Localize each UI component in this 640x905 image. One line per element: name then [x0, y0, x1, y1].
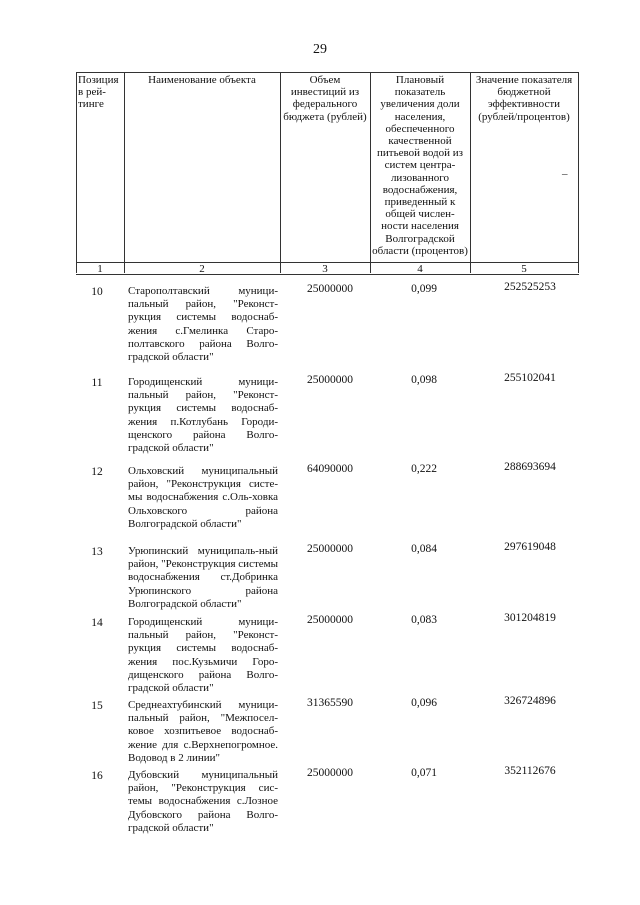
row-object-name: Городищенский муници-пальный район, "Реконст-рукция системы водоснаб-жения п.Котлубань Городи-щенского района Волго-градской области" [128, 376, 278, 455]
col-border-1-2 [124, 73, 125, 273]
column-number-5: 5 [521, 263, 527, 275]
col-border-3-4 [370, 73, 371, 273]
row-object-name: Городищенский муници-пальный район, "Реконст-рукция системы водоснаб-жения пос.Кузьмичи Горо-дищенского района Волго-градской области" [128, 616, 278, 695]
row-efficiency: 326724896 [504, 695, 556, 707]
column-number-4: 4 [417, 263, 423, 275]
col-border-4-5 [470, 73, 471, 273]
col-border-right [578, 73, 579, 273]
row-position: 10 [91, 286, 103, 298]
row-share: 0,096 [411, 697, 437, 709]
row-position: 14 [91, 617, 103, 629]
row-object-name: Урюпинский муниципаль-ный район, "Реконструкция системы водоснабжения ст.Добринка Урюпинского района Волгоградской области" [128, 545, 278, 610]
row-investment: 25000000 [307, 283, 353, 295]
row-share: 0,098 [411, 374, 437, 386]
column-number-3: 3 [322, 263, 328, 275]
column-number-1: 1 [97, 263, 103, 275]
row-efficiency: 301204819 [504, 612, 556, 624]
header-object-name: Наименование объекта [148, 74, 256, 86]
row-efficiency: 252525253 [504, 281, 556, 293]
row-investment: 25000000 [307, 543, 353, 555]
header-investment: Объем инвестиций из федерального бюджета (рублей) [283, 74, 367, 123]
margin-dash: _ [562, 164, 568, 176]
row-investment: 31365590 [307, 697, 353, 709]
table-top-border [76, 72, 579, 73]
row-object-name: Старополтавский муници-пальный район, "Реконст-рукция системы водоснаб-жения с.Гмелинка Старо-полтавского района Волго-градской области" [128, 285, 278, 364]
row-efficiency: 297619048 [504, 541, 556, 553]
row-investment: 64090000 [307, 463, 353, 475]
row-position: 15 [91, 700, 103, 712]
row-efficiency: 288693694 [504, 461, 556, 473]
row-share: 0,071 [411, 767, 437, 779]
column-number-2: 2 [199, 263, 205, 275]
row-position: 13 [91, 546, 103, 558]
row-share: 0,084 [411, 543, 437, 555]
header-share-indicator: Плановый показатель увеличения доли населения, обеспеченного качественной питьевой водой из систем центра-лизованного водоснабжения, приведенный к общей числен-ности населения Волгоградской области (процентов) [372, 74, 468, 257]
row-investment: 25000000 [307, 767, 353, 779]
row-efficiency: 255102041 [504, 372, 556, 384]
row-position: 11 [91, 377, 103, 389]
row-share: 0,222 [411, 463, 437, 475]
row-object-name: Среднеахтубинский муници-пальный район, "Межпосел-ковое хозпитьевое водоснаб-жение для с.Верхнепогромное. Водовод в 2 линии" [128, 699, 278, 764]
row-position: 16 [91, 770, 103, 782]
row-investment: 25000000 [307, 614, 353, 626]
col-border-left [76, 73, 77, 273]
row-investment: 25000000 [307, 374, 353, 386]
row-share: 0,099 [411, 283, 437, 295]
page-number: 29 [313, 42, 327, 57]
row-share: 0,083 [411, 614, 437, 626]
header-efficiency: Значение показателя бюджетной эффективности (рублей/процентов) [475, 74, 573, 123]
row-object-name: Дубовский муниципальный район, "Реконструкция сис-темы водоснабжения с.Лозное Дубовского района Волго-градской области" [128, 769, 278, 834]
row-efficiency: 352112676 [504, 765, 556, 777]
row-object-name: Ольховский муниципальный район, "Реконструкция систе-мы водоснабжения с.Оль-ховка Ольховского района Волгоградской области" [128, 465, 278, 530]
row-position: 12 [91, 466, 103, 478]
header-position: Позиция в рей-тинге [78, 74, 119, 111]
col-border-2-3 [280, 73, 281, 273]
